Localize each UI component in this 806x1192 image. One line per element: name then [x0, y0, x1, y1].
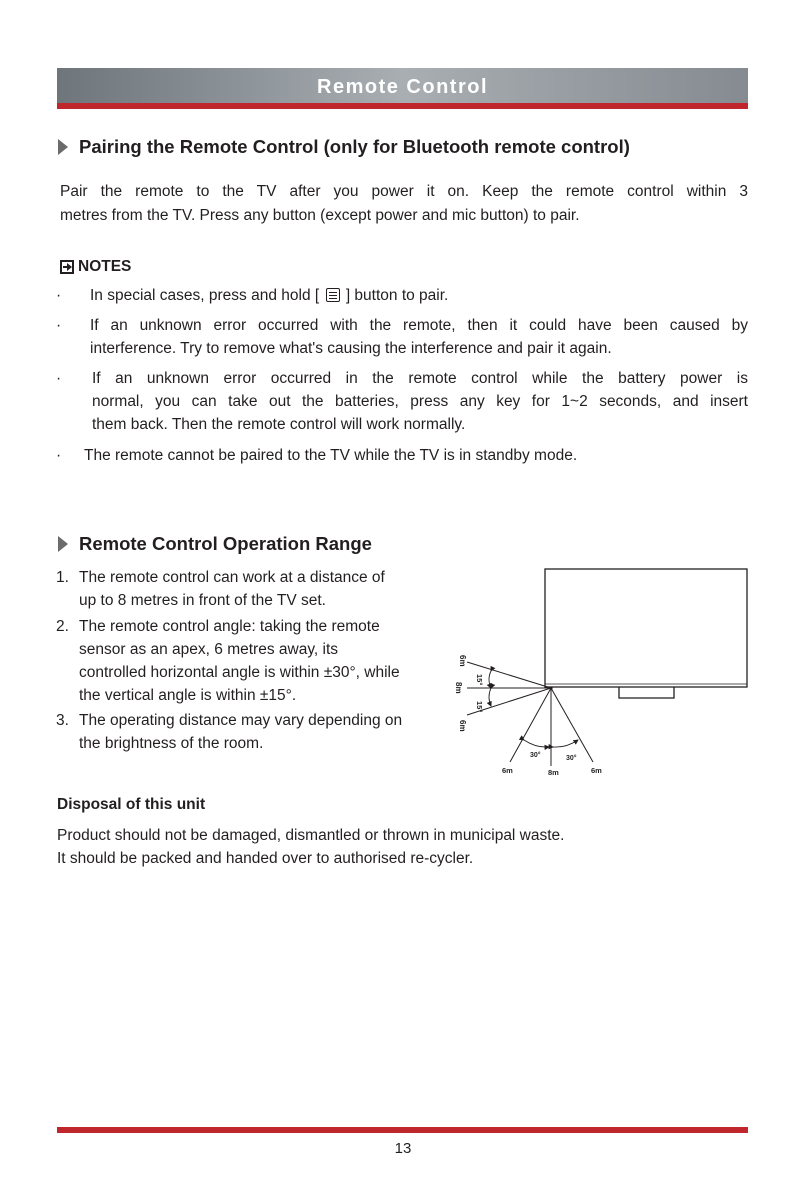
- list-line: sensor as an apex, 6 metres away, its: [79, 641, 339, 658]
- note-line: If an unknown error occurred with the remote, then it could have been caused by: [90, 317, 748, 334]
- side-top-distance-label: 6m: [458, 655, 467, 667]
- disposal-line: Product should not be damaged, dismantled or thrown in municipal waste.: [57, 827, 565, 844]
- note-text: [90, 314, 748, 360]
- bullet: ·: [56, 317, 62, 334]
- tv-screen: [545, 569, 747, 687]
- horizontal-angle-arc-left: [524, 740, 549, 747]
- list-number: 3.: [56, 712, 69, 729]
- pairing-line: Pair the remote to the TV after you power it on. Keep the remote control within 3: [60, 183, 748, 200]
- list-number: 1.: [56, 569, 69, 586]
- list-line: The operating distance may vary depending on: [79, 712, 403, 729]
- remote-range-diagram: [448, 566, 753, 781]
- list-line: the brightness of the room.: [79, 735, 264, 752]
- note-text-part: ] button to pair.: [345, 287, 449, 304]
- horizontal-angle-left-label: 30°: [530, 752, 541, 759]
- vertical-angle-bottom-label: 15°: [475, 701, 484, 713]
- bullet: ·: [56, 287, 62, 304]
- note-line: interference. Try to remove what's causing the interference and pair it again.: [90, 340, 612, 357]
- note-text-part: In special cases, press and hold [: [90, 287, 320, 304]
- bottom-left-distance-label: 6m: [502, 766, 513, 775]
- note-line: If an unknown error occurred in the remote control while the battery power is: [92, 370, 748, 387]
- pairing-paragraph: [60, 180, 748, 228]
- triangle-arrow-icon: [58, 139, 68, 155]
- list-text: [79, 709, 479, 755]
- notes-heading: [60, 258, 131, 276]
- bottom-right-distance-label: 6m: [591, 766, 602, 775]
- note-line: them back. Then the remote control will work normally.: [92, 416, 466, 433]
- footer-bar: [57, 1127, 748, 1133]
- pairing-line: metres from the TV. Press any button (except power and mic button) to pair.: [60, 207, 580, 224]
- bullet: ·: [56, 447, 62, 464]
- page-number: 13: [394, 1140, 412, 1157]
- notes-heading-text: NOTES: [78, 258, 132, 275]
- note-text: The remote cannot be paired to the TV while the TV is in standby mode.: [84, 447, 578, 464]
- tv-stand: [619, 687, 674, 698]
- list-text: [79, 615, 479, 707]
- note-line: normal, you can take out the batteries, press any key for 1~2 seconds, and insert: [92, 393, 748, 410]
- list-line: up to 8 metres in front of the TV set.: [79, 592, 326, 609]
- disposal-title: Disposal of this unit: [57, 796, 206, 813]
- vertical-angle-top-label: 15°: [475, 674, 484, 686]
- side-mid-distance-label: 8m: [454, 682, 463, 694]
- header-bar: [57, 68, 748, 109]
- list-line: controlled horizontal angle is within ±30°, while: [79, 664, 400, 681]
- side-bottom-distance-label: 6m: [458, 720, 467, 732]
- range-title-text: Remote Control Operation Range: [79, 533, 372, 554]
- vertical-angle-arc-top: [489, 671, 491, 688]
- range-section-title: [58, 533, 372, 555]
- note-text: [92, 367, 748, 436]
- bullet: ·: [56, 370, 62, 387]
- menu-key-icon: [326, 288, 340, 302]
- horizontal-angle-right-label: 30°: [566, 755, 577, 762]
- horizontal-range-line-right: [551, 688, 593, 762]
- bottom-center-distance-label: 8m: [548, 768, 559, 777]
- list-line: The remote control can work at a distance of: [79, 569, 385, 586]
- page-title: Remote Control: [317, 76, 488, 98]
- pairing-title-text: Pairing the Remote Control (only for Bluetooth remote control): [79, 136, 630, 157]
- list-number: 2.: [56, 618, 69, 635]
- list-line: The remote control angle: taking the remote: [79, 618, 380, 635]
- vertical-angle-arc-bottom: [489, 688, 491, 706]
- notes-arrow-box-icon: [60, 260, 74, 274]
- triangle-arrow-icon: [58, 536, 68, 552]
- note-text: [90, 284, 748, 307]
- list-line: the vertical angle is within ±15°.: [79, 687, 297, 704]
- disposal-line: It should be packed and handed over to authorised re-cycler.: [57, 850, 474, 867]
- list-text: [79, 566, 479, 612]
- horizontal-angle-arc-right: [553, 740, 578, 747]
- pairing-section-title: [58, 136, 630, 158]
